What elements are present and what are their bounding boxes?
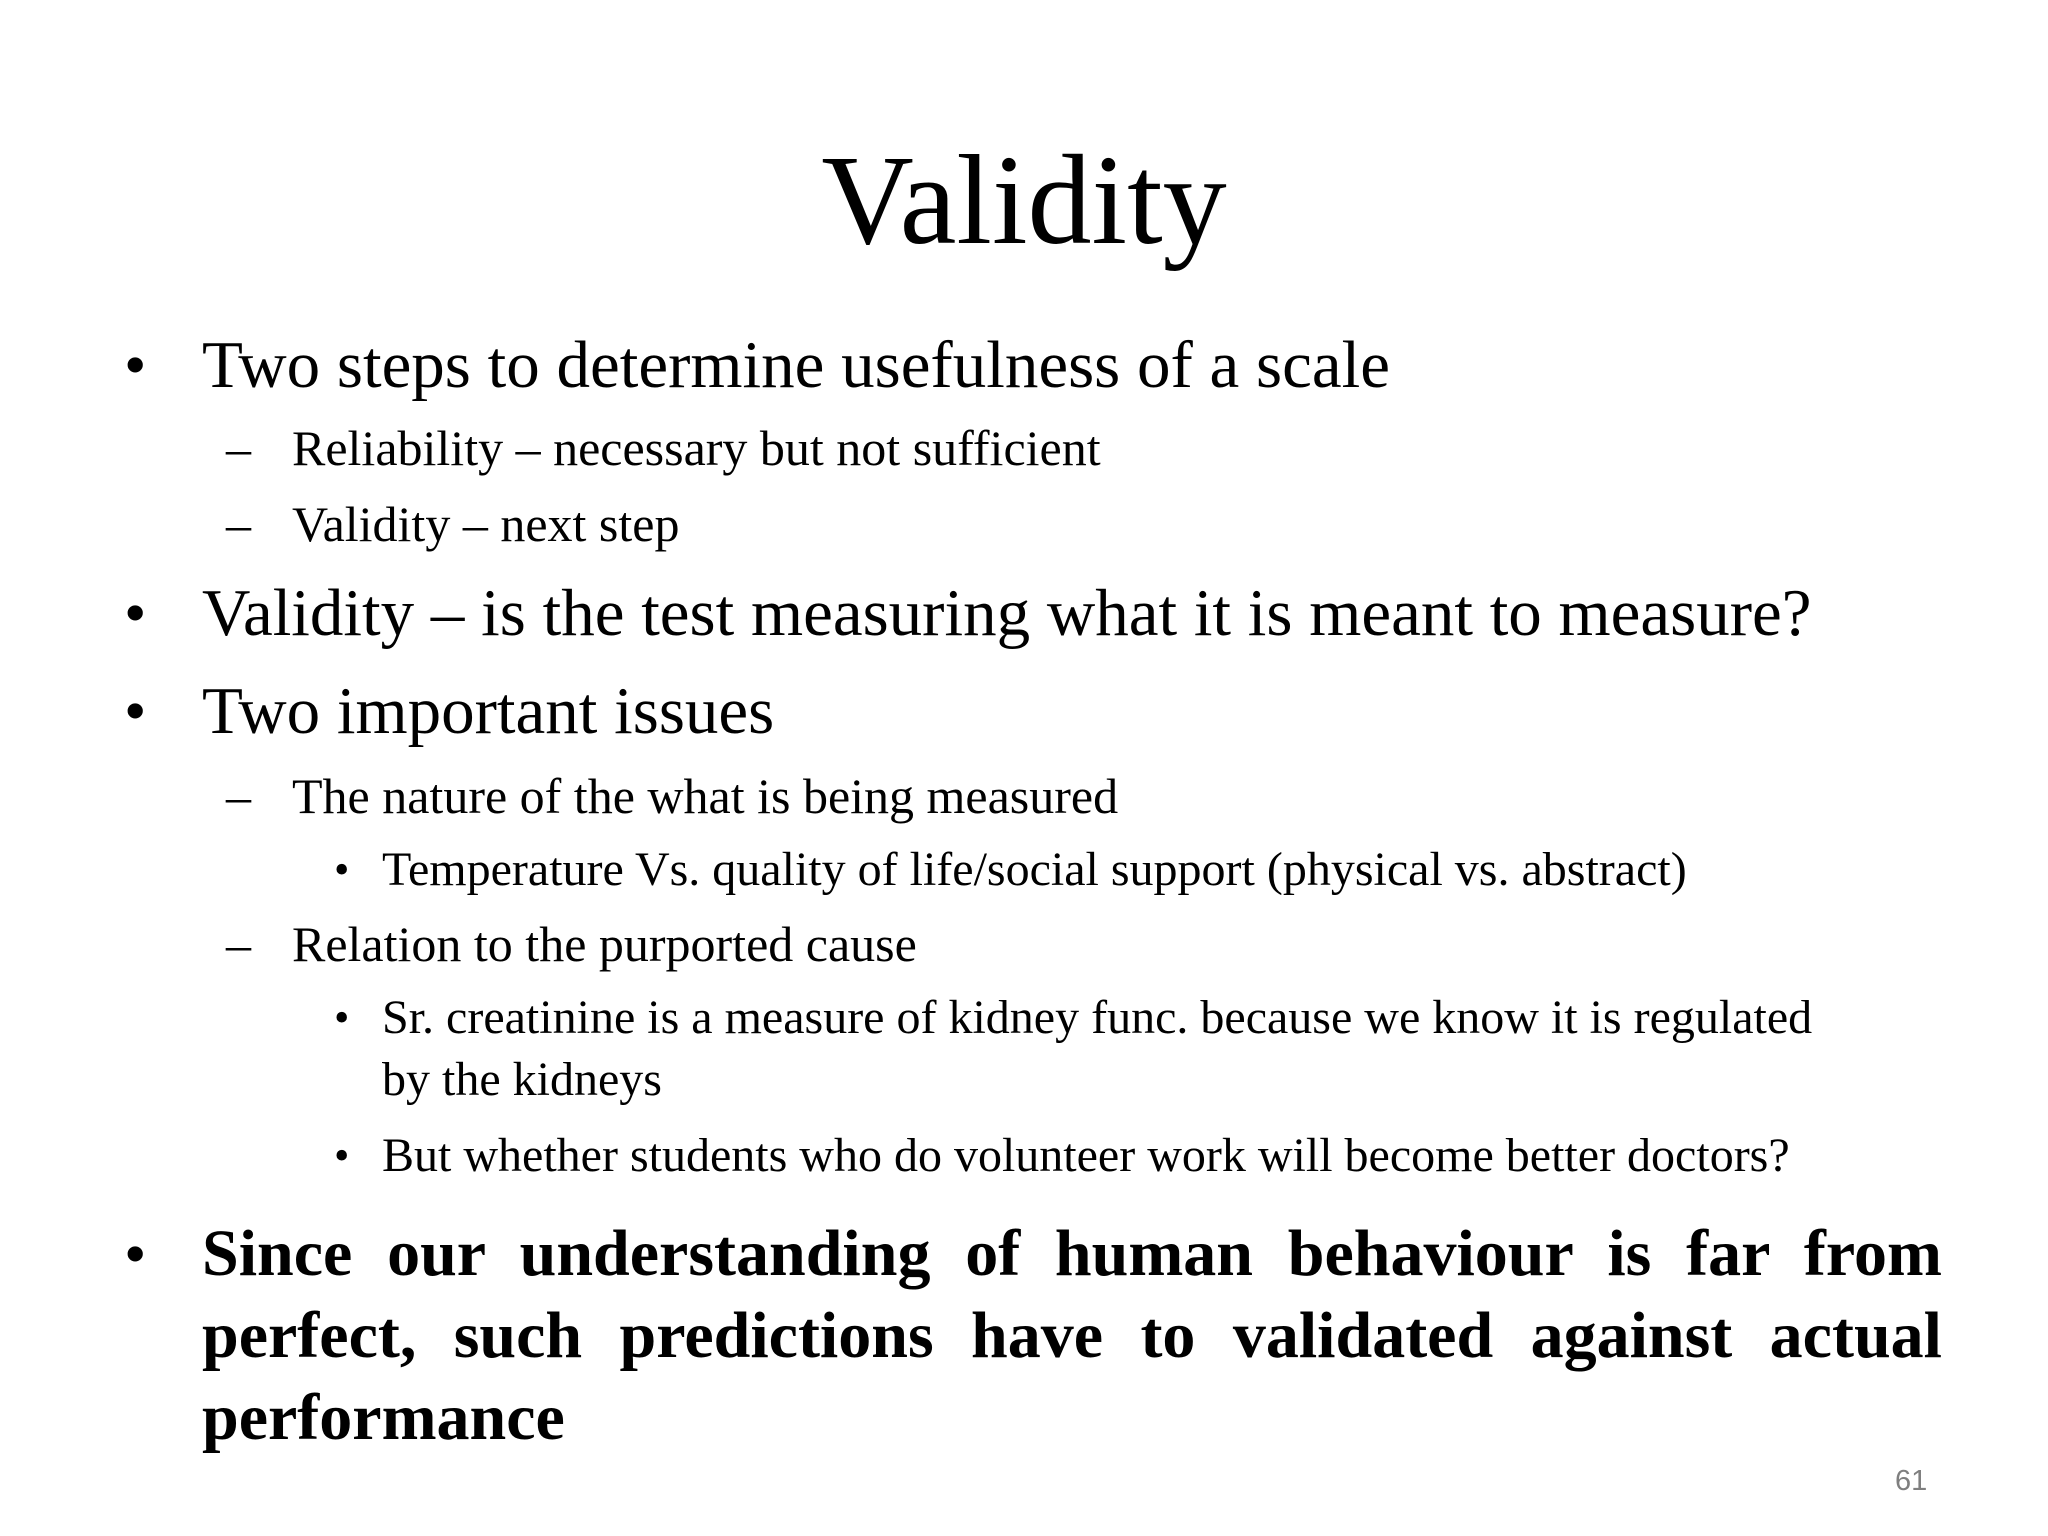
bullet-icon: •	[124, 329, 147, 400]
bullet-icon: •	[124, 577, 147, 648]
dash-icon: –	[226, 916, 251, 972]
bullet-icon: •	[334, 845, 350, 894]
bullet-icon: •	[334, 1131, 350, 1180]
sub-item-relation: Relation to the purported cause	[292, 916, 917, 972]
bullet-item-two-steps: Two steps to determine usefulness of a scale	[202, 328, 1390, 402]
sub-item-reliability: Reliability – necessary but not sufficient	[292, 420, 1101, 476]
sub-sub-item-creatinine-line2: by the kidneys	[382, 1053, 662, 1106]
bullet-item-validity-definition: Validity – is the test measuring what it is meant to measure?	[202, 576, 1812, 650]
bullet-icon: •	[334, 993, 350, 1042]
bullet-icon: •	[124, 675, 147, 746]
dash-icon: –	[226, 496, 251, 552]
sub-item-nature: The nature of the what is being measured	[292, 768, 1119, 824]
bullet-item-two-issues: Two important issues	[202, 674, 775, 748]
slide-title: Validity	[821, 129, 1227, 271]
page-number: 61	[1895, 1465, 1928, 1497]
dash-icon: –	[226, 768, 251, 824]
sub-item-validity-next: Validity – next step	[292, 496, 680, 552]
bullet-item-conclusion: Since our understanding of human behaviour is far from perfect, such predictions have to validated against actual performance	[202, 1217, 1942, 1454]
sub-sub-item-creatinine-line1: Sr. creatinine is a measure of kidney func. because we know it is regulated	[382, 991, 1813, 1044]
sub-sub-item-volunteer: But whether students who do volunteer work will become better doctors?	[382, 1129, 1790, 1182]
dash-icon: –	[226, 420, 251, 476]
bullet-icon: •	[124, 1218, 147, 1289]
sub-sub-item-temperature: Temperature Vs. quality of life/social support (physical vs. abstract)	[382, 843, 1687, 896]
